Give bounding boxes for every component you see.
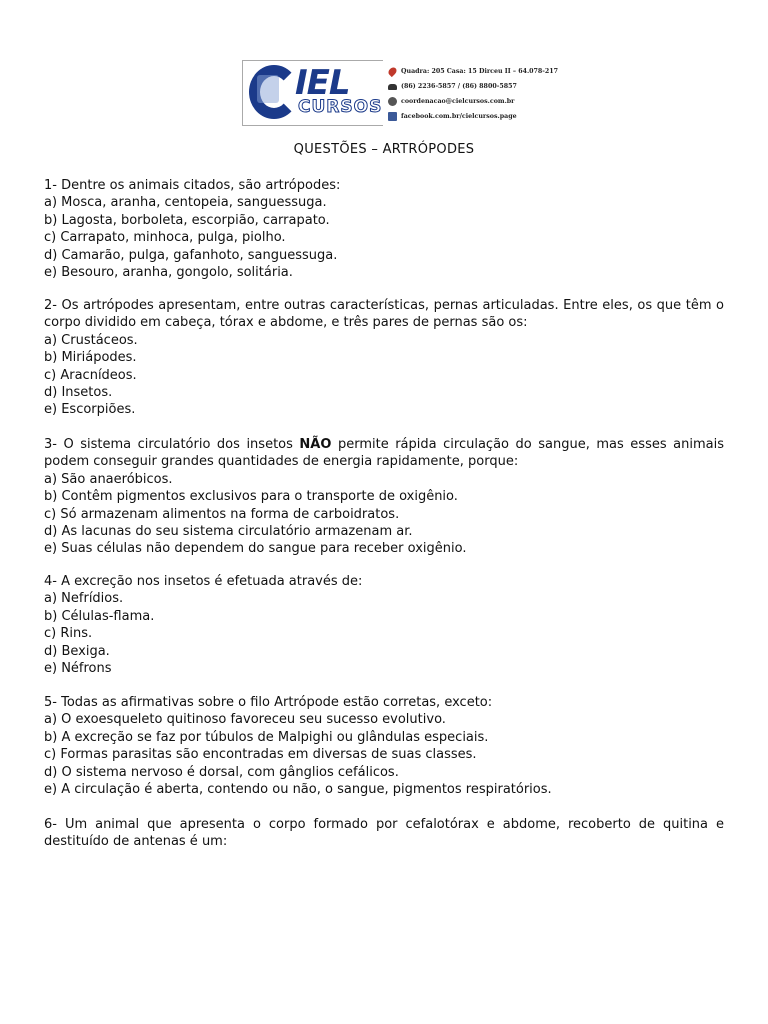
option-b: b) Células-flama. <box>44 608 155 624</box>
question-stem: 1- Dentre os animais citados, são artrópodes: <box>44 178 341 193</box>
stem-part-2: permite rápida circulação do sangue, mas esses animais podem conseguir grandes quantidades de energia rapidamente, porque: <box>44 437 724 470</box>
question-4 <box>44 573 724 677</box>
contact-email <box>388 94 528 109</box>
page-title: QUESTÕES – ARTRÓPODES <box>293 142 475 157</box>
option-d: d) O sistema nervoso é dorsal, com gânglios cefálicos. <box>44 764 399 780</box>
location-pin-icon <box>387 66 398 77</box>
stem-emphasis: NÃO <box>299 437 332 452</box>
question-stem: 2- Os artrópodes apresentam, entre outras características, pernas articuladas. Entre eles, os que têm o corpo dividido em cabeça, tórax e abdome, e três pares de pernas são os: <box>44 298 724 331</box>
logo-sub-text: CURSOS <box>298 97 383 117</box>
header-logo-block <box>242 60 559 126</box>
question-2 <box>44 297 724 419</box>
option-c: c) Carrapato, minhoca, pulga, piolho. <box>44 230 286 246</box>
option-d: d) As lacunas do seu sistema circulatório armazenam ar. <box>44 524 413 540</box>
phone-icon <box>388 84 397 90</box>
option-d: d) Bexiga. <box>44 643 110 659</box>
phone-text: (86) 2236-5857 / (86) 8800-5857 <box>401 83 517 90</box>
option-e: e) A circulação é aberta, contendo ou não, o sangue, pigmentos respiratórios. <box>44 782 552 798</box>
question-1 <box>44 177 724 281</box>
option-a: a) O exoesqueleto quitinoso favoreceu seu sucesso evolutivo. <box>44 712 446 728</box>
option-b: b) Contêm pigmentos exclusivos para o transporte de oxigênio. <box>44 489 458 505</box>
logo-c-shade <box>257 75 279 103</box>
option-e: e) Suas células não dependem do sangue para receber oxigênio. <box>44 541 467 557</box>
option-e: e) Besouro, aranha, gongolo, solitária. <box>44 265 293 281</box>
option-e: e) Néfrons <box>44 661 112 677</box>
question-stem <box>44 436 724 471</box>
facebook-text: facebook.com.br/cielcursos.page <box>401 113 517 120</box>
question-stem: 5- Todas as afirmativas sobre o filo Artrópode estão corretas, exceto: <box>44 695 493 710</box>
option-a: a) Crustáceos. <box>44 332 138 348</box>
email-icon <box>388 97 397 106</box>
question-3 <box>44 436 724 558</box>
option-c: c) Só armazenam alimentos na forma de carboidratos. <box>44 506 400 522</box>
option-d: d) Insetos. <box>44 385 113 401</box>
option-b: b) Lagosta, borboleta, escorpião, carrapato. <box>44 212 330 228</box>
option-c: c) Aracnídeos. <box>44 367 137 383</box>
question-5 <box>44 694 724 798</box>
contact-phone <box>388 79 528 94</box>
facebook-icon <box>388 112 397 121</box>
option-c: c) Formas parasitas são encontradas em diversas de suas classes. <box>44 747 477 763</box>
question-6 <box>44 816 724 851</box>
option-e: e) Escorpiões. <box>44 402 136 418</box>
contact-facebook <box>388 109 528 124</box>
address-text: Quadra: 205 Casa: 15 Dirceu II – 64.078-217 <box>401 68 559 75</box>
option-a: a) Mosca, aranha, centopeia, sanguessuga. <box>44 195 327 211</box>
logo-main-text: IEL <box>295 63 350 103</box>
option-d: d) Camarão, pulga, gafanhoto, sanguessuga. <box>44 247 338 263</box>
option-b: b) Miriápodes. <box>44 350 137 366</box>
contact-address <box>388 64 559 79</box>
option-a: a) Nefrídios. <box>44 591 124 607</box>
logo <box>242 60 383 126</box>
option-b: b) A excreção se faz por túbulos de Malpighi ou glândulas especiais. <box>44 729 489 745</box>
contact-list <box>388 64 559 124</box>
email-text: coordenacao@cielcursos.com.br <box>401 98 515 105</box>
option-a: a) São anaeróbicos. <box>44 471 173 487</box>
question-stem: 6- Um animal que apresenta o corpo formado por cefalotórax e abdome, recoberto de quitina e destituído de antenas é um: <box>44 817 724 850</box>
stem-part-1: 3- O sistema circulatório dos insetos <box>44 437 300 452</box>
question-stem: 4- A excreção nos insetos é efetuada através de: <box>44 574 363 589</box>
option-c: c) Rins. <box>44 626 93 642</box>
